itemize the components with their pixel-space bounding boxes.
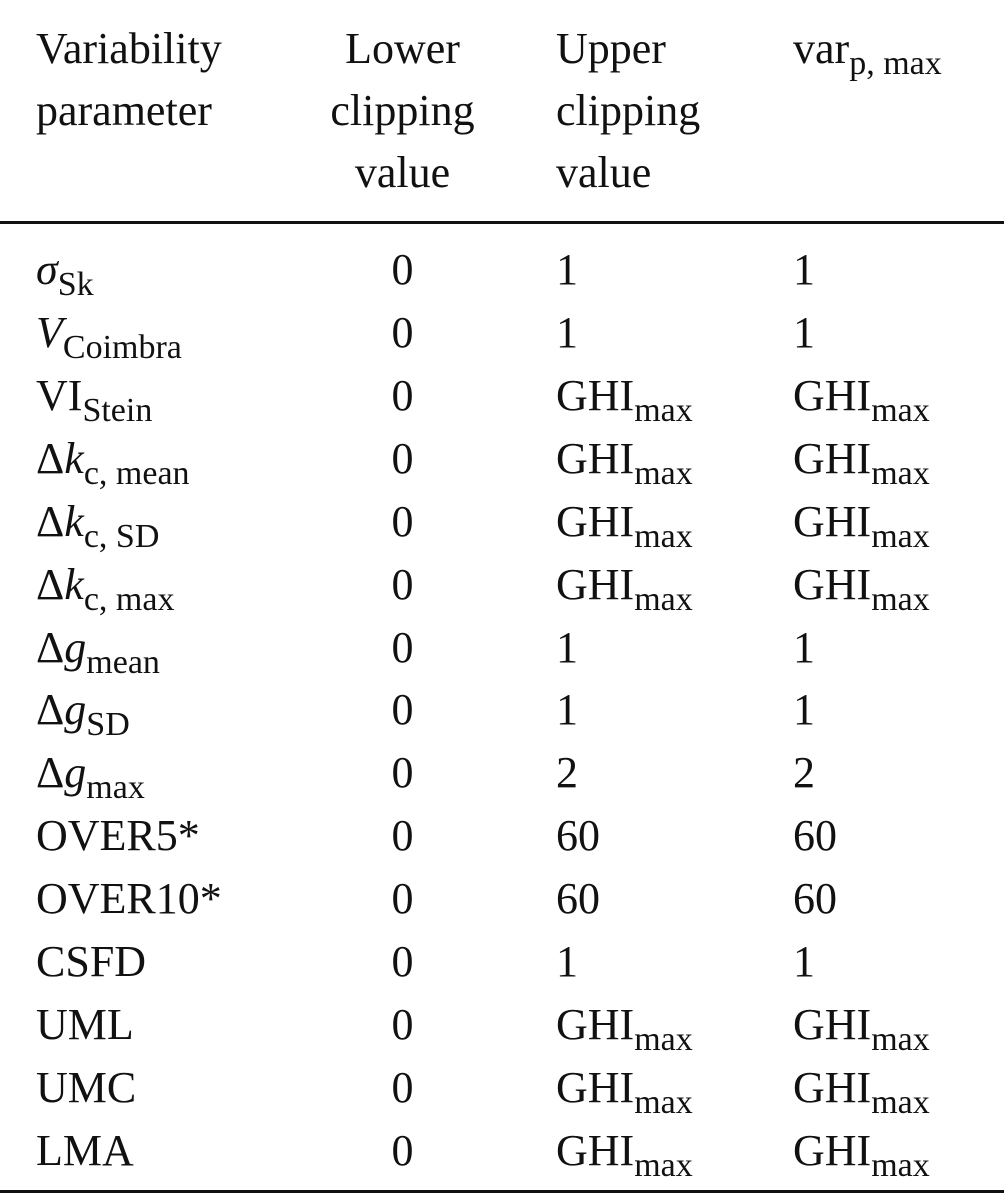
- parameter-cell: [36, 239, 94, 301]
- header-line: clipping: [330, 86, 475, 135]
- upper-subscript: max: [634, 1083, 693, 1121]
- upper-value: 1: [556, 307, 578, 357]
- lower-clipping-cell: 0: [391, 1125, 414, 1175]
- parameter-subscript: SD: [86, 706, 130, 744]
- upper-subscript: max: [634, 1146, 693, 1184]
- parameter-subscript: c, mean: [83, 454, 190, 492]
- table-row: [0, 365, 1004, 428]
- parameter-symbol: k: [64, 559, 84, 609]
- table-row: [0, 428, 1004, 491]
- var-value: GHI: [793, 433, 872, 483]
- upper-value: 1: [556, 245, 578, 294]
- var-value: GHI: [793, 496, 872, 546]
- bottom-rule: [0, 1190, 1004, 1193]
- parameter-plain: Δ: [36, 433, 65, 483]
- upper-value: GHI: [556, 433, 635, 483]
- upper-subscript: max: [634, 454, 693, 492]
- upper-clipping-cell: [556, 931, 578, 993]
- header-line: parameter: [36, 86, 212, 135]
- lower-clipping-cell: 0: [391, 1062, 414, 1112]
- var-value: 60: [793, 874, 837, 924]
- parameter-cell: [36, 679, 130, 744]
- upper-value: GHI: [556, 370, 635, 420]
- table-row: [0, 742, 1004, 805]
- var-value: 1: [793, 937, 815, 987]
- parameter-cell: [36, 868, 222, 930]
- header-line: Lower: [345, 24, 460, 73]
- table-row: [0, 617, 1004, 680]
- parameter-subscript: c, max: [83, 580, 175, 618]
- var-value: GHI: [793, 1062, 872, 1112]
- upper-clipping-cell: [556, 805, 600, 867]
- table-row: [0, 679, 1004, 742]
- var-value: 2: [793, 748, 815, 798]
- parameter-subscript: mean: [86, 643, 160, 681]
- parameter-plain: OVER10*: [36, 874, 222, 924]
- upper-value: 1: [556, 622, 578, 672]
- upper-subscript: max: [634, 1020, 693, 1058]
- upper-value: 2: [556, 748, 578, 798]
- lower-clipping-cell: 0: [391, 622, 414, 672]
- var-p-max-cell: [793, 239, 815, 301]
- upper-value: GHI: [556, 496, 635, 546]
- parameter-symbol: σ: [36, 245, 58, 294]
- var-subscript: max: [871, 454, 930, 492]
- upper-subscript: max: [634, 517, 693, 555]
- parameter-symbol: k: [64, 433, 84, 483]
- table-row: [0, 554, 1004, 617]
- header-line: [793, 18, 942, 80]
- header-variability-parameter: [36, 18, 222, 142]
- table-row: [0, 931, 1004, 994]
- var-value: 60: [793, 811, 837, 861]
- parameter-plain: Δ: [36, 748, 65, 798]
- lower-clipping-cell: 0: [391, 874, 414, 924]
- parameter-cell: [36, 805, 200, 867]
- upper-clipping-cell: [556, 1057, 693, 1119]
- parameter-cell: [36, 994, 134, 1056]
- parameter-plain: CSFD: [36, 937, 147, 987]
- parameter-cell: [36, 365, 152, 427]
- header-line: clipping: [556, 86, 701, 135]
- upper-subscript: max: [634, 391, 693, 429]
- parameter-plain: Δ: [36, 685, 65, 735]
- parameter-subscript: Stein: [82, 391, 153, 429]
- upper-clipping-cell: [556, 868, 600, 930]
- parameter-cell: [36, 302, 182, 364]
- var-p-max-cell: [793, 1120, 930, 1182]
- var-p-max-cell: [793, 742, 815, 804]
- lower-clipping-cell: 0: [391, 496, 414, 546]
- parameter-subscript: max: [86, 769, 145, 807]
- table-row: [0, 302, 1004, 365]
- var-p-max-cell: [793, 617, 815, 679]
- lower-clipping-cell: 0: [391, 1000, 414, 1050]
- parameter-plain: Δ: [36, 559, 65, 609]
- upper-clipping-cell: [556, 554, 693, 616]
- upper-clipping-cell: [556, 617, 578, 679]
- var-subscript: max: [871, 1146, 930, 1184]
- var-value: 1: [793, 685, 815, 735]
- var-p-max-cell: [793, 805, 837, 867]
- upper-subscript: max: [634, 580, 693, 618]
- table-row: [0, 1120, 1004, 1183]
- upper-clipping-cell: [556, 239, 578, 301]
- parameter-cell: [36, 1120, 134, 1182]
- var-p-max-cell: [793, 491, 930, 553]
- upper-value: 60: [556, 874, 600, 924]
- header-upper-clipping-value: [556, 18, 700, 204]
- parameter-cell: [36, 617, 160, 679]
- var-subscript: max: [871, 580, 930, 618]
- lower-clipping-cell: 0: [391, 559, 414, 609]
- var-p-max-cell: [793, 868, 837, 930]
- table-row: [0, 491, 1004, 554]
- upper-clipping-cell: [556, 742, 578, 804]
- parameter-plain: VI: [36, 370, 83, 420]
- parameter-plain: Δ: [36, 496, 65, 546]
- var-value: GHI: [793, 559, 872, 609]
- var-p-max-cell: [793, 931, 815, 993]
- parameter-cell: [36, 554, 174, 616]
- header-var-base: var: [793, 24, 850, 73]
- upper-value: GHI: [556, 1062, 635, 1112]
- var-subscript: max: [871, 1083, 930, 1121]
- header-rule: [0, 221, 1004, 224]
- parameter-plain: UMC: [36, 1062, 137, 1112]
- table-body: [0, 239, 1004, 1183]
- upper-value: 1: [556, 937, 578, 987]
- parameter-plain: Δ: [36, 622, 65, 672]
- upper-value: GHI: [556, 559, 635, 609]
- upper-clipping-cell: [556, 365, 693, 427]
- upper-value: GHI: [556, 1000, 635, 1050]
- parameter-symbol: g: [64, 622, 87, 672]
- parameter-symbol: k: [64, 496, 84, 546]
- table-row: [0, 868, 1004, 931]
- parameter-plain: UML: [36, 1000, 134, 1050]
- header-var-p-max: [793, 18, 942, 80]
- header-line: Upper: [556, 24, 666, 73]
- lower-clipping-cell: 0: [391, 685, 414, 735]
- var-value: GHI: [793, 1000, 872, 1050]
- var-p-max-cell: [793, 1057, 930, 1119]
- lower-clipping-cell: 0: [391, 370, 414, 420]
- upper-clipping-cell: [556, 428, 693, 490]
- header-var-subscript: p, max: [849, 44, 942, 82]
- parameter-cell: [36, 742, 145, 807]
- var-value: 1: [793, 307, 815, 357]
- parameter-symbol: g: [64, 748, 87, 798]
- lower-clipping-cell: 0: [391, 433, 414, 483]
- header-lower-clipping-value: [300, 18, 505, 204]
- var-p-max-cell: [793, 302, 815, 364]
- table-row: [0, 239, 1004, 302]
- lower-clipping-cell: 0: [391, 748, 414, 798]
- upper-clipping-cell: [556, 491, 693, 553]
- upper-clipping-cell: [556, 679, 578, 741]
- lower-clipping-cell: 0: [391, 937, 414, 987]
- parameter-subscript: c, SD: [83, 517, 160, 555]
- parameter-cell: [36, 491, 159, 553]
- var-p-max-cell: [793, 994, 930, 1056]
- parameter-plain: LMA: [36, 1125, 134, 1175]
- var-subscript: max: [871, 517, 930, 555]
- header-line: value: [556, 148, 652, 197]
- upper-clipping-cell: [556, 302, 578, 364]
- lower-clipping-cell: 0: [391, 307, 414, 357]
- var-p-max-cell: [793, 365, 930, 427]
- var-value: 1: [793, 245, 815, 294]
- var-p-max-cell: [793, 679, 815, 741]
- parameter-subscript: Sk: [57, 265, 94, 303]
- upper-value: GHI: [556, 1125, 635, 1175]
- var-value: 1: [793, 622, 815, 672]
- parameter-plain: OVER5*: [36, 811, 200, 861]
- var-value: GHI: [793, 370, 872, 420]
- parameter-symbol: g: [64, 685, 87, 735]
- var-value: GHI: [793, 1125, 872, 1175]
- var-p-max-cell: [793, 554, 930, 616]
- header-line: Variability: [36, 24, 222, 73]
- var-subscript: max: [871, 1020, 930, 1058]
- upper-clipping-cell: [556, 994, 693, 1056]
- header-line: value: [354, 148, 451, 197]
- var-subscript: max: [871, 391, 930, 429]
- upper-clipping-cell: [556, 1120, 693, 1182]
- parameter-cell: [36, 1057, 136, 1119]
- parameter-subscript: Coimbra: [62, 328, 182, 366]
- parameter-cell: [36, 931, 146, 993]
- lower-clipping-cell: 0: [391, 245, 414, 294]
- table-row: [0, 1057, 1004, 1120]
- upper-value: 60: [556, 811, 600, 861]
- parameter-cell: [36, 428, 190, 490]
- var-p-max-cell: [793, 428, 930, 490]
- table-row: [0, 805, 1004, 868]
- table-row: [0, 994, 1004, 1057]
- lower-clipping-cell: 0: [391, 811, 414, 861]
- parameter-symbol: V: [36, 307, 63, 357]
- upper-value: 1: [556, 685, 578, 735]
